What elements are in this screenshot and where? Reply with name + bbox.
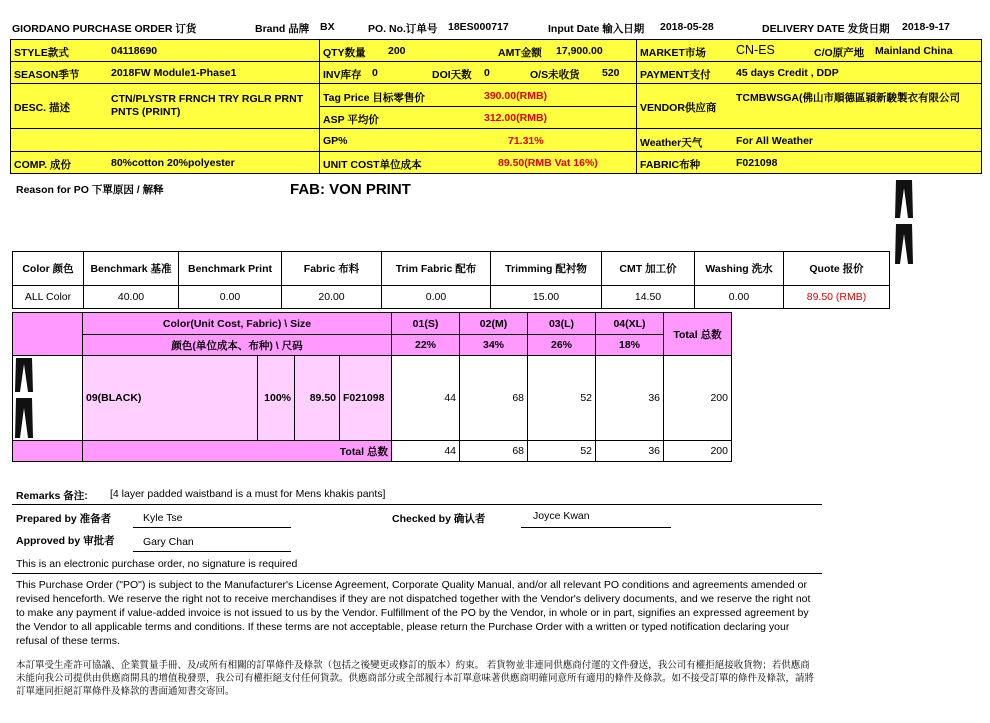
signature-line <box>521 527 671 528</box>
remarks-label: Remarks 备注: <box>16 490 88 502</box>
weather-value: For All Weather <box>736 135 814 147</box>
reason-label: Reason for PO 下單原因 / 解释 <box>16 184 164 196</box>
season-row <box>10 61 320 84</box>
inventory-row <box>319 61 637 84</box>
coo-label: C/O原产地 <box>814 47 865 59</box>
color-cost: 89.50 <box>295 356 340 441</box>
market-row <box>636 39 982 62</box>
pants-icon <box>893 178 915 266</box>
pants-icon <box>13 356 35 440</box>
size-m: 02(M) <box>460 313 528 335</box>
approved-value: Gary Chan <box>143 536 194 548</box>
input-date-label: Input Date 输入日期 <box>548 23 645 35</box>
prepared-value: Kyle Tse <box>143 512 183 524</box>
comp-value: 80%cotton 20%polyester <box>111 157 235 169</box>
desc-row <box>10 83 320 129</box>
bench-head-trim-fabric: Trim Fabric 配布 <box>382 252 491 286</box>
bench-cell: 0.00 <box>179 286 282 309</box>
size-header-row <box>13 313 732 335</box>
coo-value: Mainland China <box>875 45 953 57</box>
grand-total: 200 <box>664 441 732 462</box>
divider <box>12 573 822 574</box>
size-head-en: Color(Unit Cost, Fabric) \ Size <box>83 313 392 335</box>
approved-label: Approved by 审批者 <box>16 535 115 547</box>
po-number-value: 18ES000717 <box>448 21 509 33</box>
qty-value: 200 <box>388 45 406 57</box>
doi-label: DOI天数 <box>432 69 472 81</box>
signature-line <box>133 551 291 552</box>
fab-title: FAB: VON PRINT <box>290 181 411 198</box>
prepared-label: Prepared by 准备者 <box>16 513 112 525</box>
bench-head-benchmark-print: Benchmark Print <box>179 252 282 286</box>
divider <box>12 504 822 505</box>
season-label: SEASON季节 <box>14 69 80 81</box>
size-ratio-row <box>13 335 732 356</box>
product-thumbnail-top <box>893 178 915 269</box>
qty-l: 52 <box>528 356 596 441</box>
payment-value: 45 days Credit , DDP <box>736 67 839 79</box>
bench-head-color: Color 颜色 <box>13 252 84 286</box>
po-number-label: PO. No.订单号 <box>368 23 438 35</box>
size-total-row <box>13 441 732 462</box>
checked-value: Joyce Kwan <box>533 510 590 522</box>
bench-cell: 40.00 <box>84 286 179 309</box>
electronic-note: This is an electronic purchase order, no signature is required <box>16 558 298 570</box>
bench-head-cmt: CMT 加工价 <box>602 252 695 286</box>
vendor-label: VENDOR供应商 <box>640 102 717 114</box>
color-fabric: F021098 <box>340 356 392 441</box>
bench-cell: 15.00 <box>491 286 602 309</box>
inv-value: 0 <box>372 67 378 79</box>
inv-label: INV库存 <box>323 69 362 81</box>
bench-cell: ALL Color <box>13 286 84 309</box>
size-breakdown-table <box>12 312 732 462</box>
brand-value: BX <box>320 21 335 33</box>
size-head-blank <box>13 313 83 356</box>
market-label: MARKET市场 <box>640 47 706 59</box>
bench-head-quote: Quote 报价 <box>784 252 890 286</box>
desc-label: DESC. 描述 <box>14 102 71 114</box>
color-swatch-cell <box>13 356 83 441</box>
remarks-value: [4 layer padded waistband is a must for Mens khakis pants] <box>110 488 386 500</box>
total-xl: 36 <box>596 441 664 462</box>
comp-label: COMP. 成份 <box>14 159 71 171</box>
style-label: STYLE款式 <box>14 47 69 59</box>
qty-label: QTY数量 <box>323 47 366 59</box>
total-l: 52 <box>528 441 596 462</box>
style-row <box>10 39 320 62</box>
amt-label: AMT金额 <box>498 47 542 59</box>
gp-value: 71.31% <box>508 135 544 147</box>
total-s: 44 <box>392 441 460 462</box>
style-value: 04118690 <box>111 45 158 57</box>
amt-value: 17,900.00 <box>556 45 603 57</box>
bench-cell: 20.00 <box>282 286 382 309</box>
tag-price-row <box>319 83 637 107</box>
delivery-date-label: DELIVERY DATE 发货日期 <box>762 23 890 35</box>
tag-price-value: 390.00(RMB) <box>484 90 548 102</box>
season-value: 2018FW Module1-Phase1 <box>111 67 237 79</box>
size-xl: 04(XL) <box>596 313 664 335</box>
color-name: 09(BLACK) <box>83 356 258 441</box>
bench-head-washing: Washing 洗水 <box>695 252 784 286</box>
market-value: CN-ES <box>736 43 775 57</box>
tag-price-label: Tag Price 目标零售价 <box>323 92 425 104</box>
color-pct: 100% <box>258 356 295 441</box>
signature-line <box>133 527 291 528</box>
weather-label: Weather天气 <box>640 137 703 149</box>
gp-label: GP% <box>323 135 348 147</box>
doi-value: 0 <box>484 67 490 79</box>
qty-s: 44 <box>392 356 460 441</box>
ratio-s: 22% <box>392 335 460 356</box>
bench-cell: 0.00 <box>695 286 784 309</box>
size-s: 01(S) <box>392 313 460 335</box>
unit-cost-label: UNIT COST单位成本 <box>323 159 422 171</box>
ratio-m: 34% <box>460 335 528 356</box>
ratio-l: 26% <box>528 335 596 356</box>
qty-xl: 36 <box>596 356 664 441</box>
os-value: 520 <box>602 67 620 79</box>
total-m: 68 <box>460 441 528 462</box>
payment-row <box>636 61 982 84</box>
qty-m: 68 <box>460 356 528 441</box>
bench-head-benchmark: Benchmark 基准 <box>84 252 179 286</box>
terms-english: This Purchase Order ("PO") is subject to the Manufacturer's License Agreement, Corporate Quality Manual, and/or all relevant PO conditions and agreements amended or revised henceforth. We reserve the right not to receive merchandises if they are not dispatched together with the Vendor's delivery documents, and we reserve the right not to make any payment if value-added invoice is not issued to us by the Vendor. Fulfillment of the PO by the Vendor, in whole or in part, signifies an expressed agreement by the Vendor to all applicable terms and conditions. If these terms are not acceptable, please return the Purchase Order with a written or typed notification declaring your refusal of these terms. <box>16 579 811 647</box>
size-total-head: Total 总数 <box>664 313 732 356</box>
unit-cost-row <box>319 151 637 174</box>
payment-label: PAYMENT支付 <box>640 69 711 81</box>
fabric-label: FABRIC布种 <box>640 159 701 171</box>
vendor-value: TCMBWSGA(佛山市順德區穎新駿製衣有限公司 <box>736 92 960 104</box>
asp-value: 312.00(RMB) <box>484 112 548 124</box>
bench-cell: 0.00 <box>382 286 491 309</box>
gp-row <box>319 128 637 152</box>
fabric-row <box>636 151 982 174</box>
vendor-row <box>636 83 982 129</box>
os-label: O/S未收货 <box>530 69 580 81</box>
delivery-date-value: 2018-9-17 <box>902 21 950 33</box>
asp-row <box>319 106 637 129</box>
bench-cell: 14.50 <box>602 286 695 309</box>
bench-quote-value: 89.50 (RMB) <box>784 286 890 309</box>
unit-cost-value: 89.50(RMB Vat 16%) <box>498 157 598 169</box>
benchmark-data-row <box>13 286 890 309</box>
color-row <box>13 356 732 441</box>
brand-label: Brand 品牌 <box>255 23 310 35</box>
weather-row <box>636 128 982 152</box>
size-head-cn: 颜色(单位成本、布种) \ 尺码 <box>83 335 392 356</box>
bench-head-trimming: Trimming 配衬物 <box>491 252 602 286</box>
checked-label: Checked by 确认者 <box>392 513 486 525</box>
comp-row <box>10 151 320 174</box>
blank-row <box>10 128 320 152</box>
size-l: 03(L) <box>528 313 596 335</box>
fabric-value: F021098 <box>736 157 778 169</box>
benchmark-table <box>12 251 890 309</box>
total-label: Total 总数 <box>83 441 392 462</box>
total-blank <box>13 441 83 462</box>
bench-head-fabric: Fabric 布料 <box>282 252 382 286</box>
terms-chinese: 本訂單受生產許可協議、企業質量手冊、及/或所有相關的訂單條件及條款（包括之後變更或修訂的版本）約束。 若貨物並非連同供應商付運的文件發送，我公司有權拒絕接收貨物；若供應商未能向我公司提供由供應商開具的增值稅發票，我公司有權拒絕支付任何貨款。供應商部分或全部履行本訂單意味著供應商明確同意所有適用的條件及條款。如不接受訂單的條件及條款，請將訂單連同拒絕訂單條件及條款的書面通知書交寄回。 <box>16 660 815 697</box>
qty-row-total: 200 <box>664 356 732 441</box>
ratio-xl: 18% <box>596 335 664 356</box>
order-info-block <box>10 39 982 173</box>
po-title: GIORDANO PURCHASE ORDER 订货 <box>12 23 197 35</box>
qty-row <box>319 39 637 62</box>
desc-value: CTN/PLYSTR FRNCH TRY RGLR PRNT PNTS (PRINT) <box>111 93 304 118</box>
benchmark-header-row <box>13 252 890 286</box>
input-date-value: 2018-05-28 <box>660 21 714 33</box>
asp-label: ASP 平均价 <box>323 114 379 126</box>
